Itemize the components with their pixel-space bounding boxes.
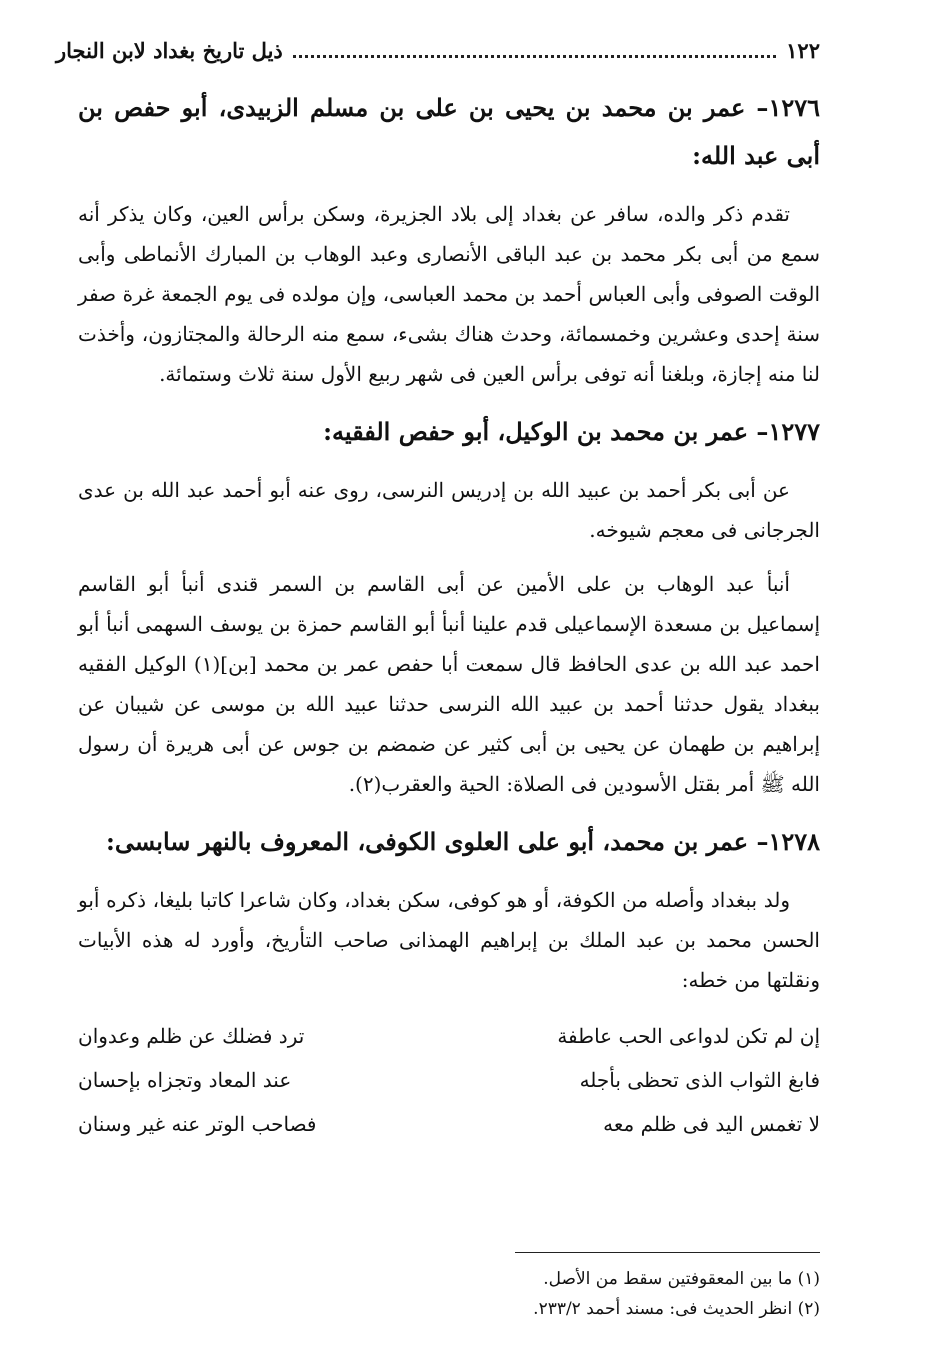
entry-title: ١٢٧٦– عمر بن محمد بن يحيى بن على بن مسلم الزبيدى، أبو حفص بن أبى عبد الله:: [78, 93, 820, 170]
entry-paragraph: عن أبى بكر أحمد بن عبيد الله بن إدريس النرسى، روى عنه أبو أحمد عبد الله بن عدى الجرجانى فى معجم شيوخه.: [78, 478, 820, 542]
poem-verses: [78, 1014, 820, 1146]
verse-line: [78, 1102, 820, 1146]
verse-second-hemistich: ترد فضلك عن ظلم وعدوان: [78, 1024, 305, 1048]
entry-1277: [78, 408, 820, 804]
entry-paragraph: ولد ببغداد وأصله من الكوفة، أو هو كوفى، سكن بغداد، وكان شاعرا كاتبا بليغا، ذكره أبو الحسن محمد بن عبد الملك بن إبراهيم الهمذانى صاحب التأريخ، وأورد له هذه الأبيات ونقلتها من خطه:: [78, 888, 820, 992]
entry-title: ١٢٧٨– عمر بن محمد، أبو على العلوى الكوفى، المعروف بالنهر سابسى:: [106, 827, 820, 856]
footnotes: [533, 1264, 820, 1324]
verse-line: [78, 1014, 820, 1058]
footnote-divider: [515, 1252, 820, 1253]
page-number: ١٢٢: [786, 38, 820, 63]
verse-first-hemistich: فابغ الثواب الذى تحظى بأجله: [579, 1068, 820, 1092]
entry-paragraph: أنبأ عبد الوهاب بن على الأمين عن أبى القاسم بن السمر قندى أنبأ أبو القاسم إسماعيل بن مسعدة الإسماعيلى قدم علينا أنبأ أبو القاسم حمزة بن يوسف السهمى أنبأ أبو احمد عبد الله بن عدى الحافظ قال سمعت أبا حفص عمر بن محمد [بن](١) الوكيل الفقيه ببغداد يقول حدثنا أحمد بن عبيد الله النرسى حدثنا عبيد الله بن موسى عن شيبان عن إبراهيم بن طهمان عن يحيى بن أبى كثير عن ضمضم بن جوس عن أبى هريرة أن رسول الله ﷺ أمر بقتل الأسودين فى الصلاة: الحية والعقرب(٢).: [78, 572, 820, 796]
page-header: [56, 38, 820, 63]
verse-first-hemistich: إن لم تكن لدواعى الحب عاطفة: [557, 1024, 820, 1048]
footnote: (١) ما بين المعقوفتين سقط من الأصل.: [543, 1269, 820, 1289]
footnote: (٢) انظر الحديث فى: مسند أحمد ٢٣٣/٢.: [533, 1299, 820, 1319]
verse-first-hemistich: لا تغمس اليد فى ظلم معه: [603, 1112, 820, 1136]
verse-line: [78, 1058, 820, 1102]
entry-title: ١٢٧٧– عمر بن محمد بن الوكيل، أبو حفص الفقيه:: [323, 417, 820, 446]
header-dots: [293, 41, 776, 58]
page-content: [78, 84, 820, 1146]
verse-second-hemistich: فصاحب الوتر عنه غير وسنان: [78, 1112, 317, 1136]
entry-1278: [78, 818, 820, 1000]
verse-second-hemistich: عند المعاد وتجزاه بإحسان: [78, 1068, 292, 1092]
book-title: ذيل تاريخ بغداد لابن النجار: [56, 38, 283, 63]
entry-1276: [78, 84, 820, 394]
entry-paragraph: تقدم ذكر والده، سافر عن بغداد إلى بلاد الجزيرة، وسكن برأس العين، وكان يذكر أنه سمع من أبى بكر محمد بن عبد الباقى الأنصارى وعبد الوهاب بن المبارك الأنماطى وأبى الوقت الصوفى وأبى العباس أحمد بن محمد العباسى، وإن مولده فى يوم الجمعة غرة صفر سنة إحدى وعشرين وخمسمائة، وحدث هناك بشىء، سمع منه الرحالة والمجتازون، وأخذت لنا منه إجازة، وبلغنا أنه توفى برأس العين فى شهر ربيع الأول سنة ثلاث وستمائة.: [78, 202, 820, 386]
